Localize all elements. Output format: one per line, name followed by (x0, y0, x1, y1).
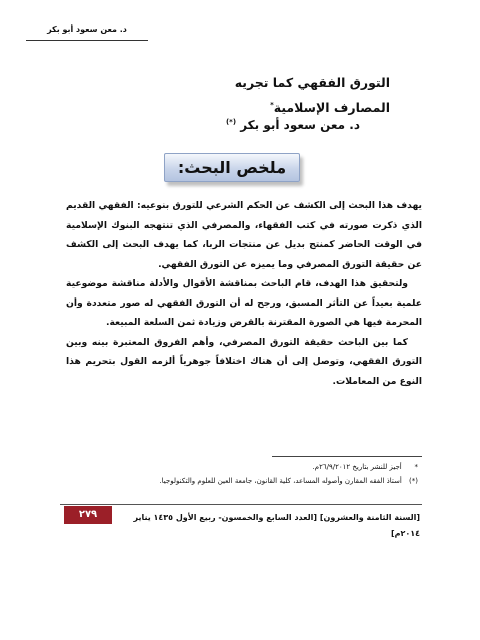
abstract-paragraph: ولتحقيق هذا الهدف، قام الباحث بمناقشة الأقوال والأدلة مناقشة موضوعية علمية بعيداً عن التأثر المسبق، ورجح له أن التورق الفقهي له صور متعددة وأن المحرمة فيها هي الصورة المقترنة بالقرض وزيادة ثمن السلعة المبيعة. (66, 278, 422, 328)
running-head: د. معن سعود أبو بكر (26, 22, 148, 41)
title-line-2-wrap (90, 94, 390, 119)
abstract-paragraph: يهدف هذا البحث إلى الكشف عن الحكم الشرعي للتورق بنوعيه: الفقهي القديم الذي ذكرت صورته في كتب الفقهاء، والمصرفي الذي تنتهجه البنوك الإسلامية في الوقت الحاضر كمنتج بديل عن منتجات الربا، كما يهدف البحث إلى الكشف عن حقيقة التورق المصرفي وما يميزه عن التورق الفقهي. (66, 200, 422, 270)
footnote (78, 476, 418, 486)
title-line-1: التورق الفقهي كما تجريه (234, 75, 390, 90)
author-note-marker: (*) (225, 118, 237, 126)
footnote (78, 462, 418, 472)
article-title (90, 72, 390, 119)
page-number-badge: ٢٧٩ (64, 506, 112, 524)
abstract-paragraph: كما بين الباحث حقيقة التورق المصرفي، وأهم الفروق المعتبرة بينه وبين التورق الفقهي، وتوصل إلى أن هناك اختلافاً جوهرياً ألزمه القول بتحريم هذا النوع من المعاملات. (66, 336, 422, 387)
abstract-body (66, 196, 422, 391)
footnote-text: أستاذ الفقه المقارن وأصوله المساعد، كلية القانون، جامعة العين للعلوم والتكنولوجيا. (159, 477, 402, 485)
title-line-2: المصارف الإسلامية (273, 100, 390, 116)
abstract-heading: ملخص البحث: (164, 153, 300, 182)
footnote-mark: (*) (409, 477, 418, 485)
footer-divider (60, 504, 422, 505)
author-line (110, 118, 360, 132)
journal-issue-info: [السنة الثامنة والعشرون] [العدد السابع والخمسون- ربيع الأول ١٤٣٥ يناير ٢٠١٤م] (133, 513, 420, 538)
author-name: د. معن سعود أبو بكر (240, 118, 360, 132)
footnote-mark: * (414, 463, 418, 471)
footnote-text: أجيز للنشر بتاريخ ٢٦/٩/٢٠١٢م. (312, 463, 402, 471)
title-note-marker: * (270, 101, 274, 109)
footnote-divider (272, 456, 422, 457)
